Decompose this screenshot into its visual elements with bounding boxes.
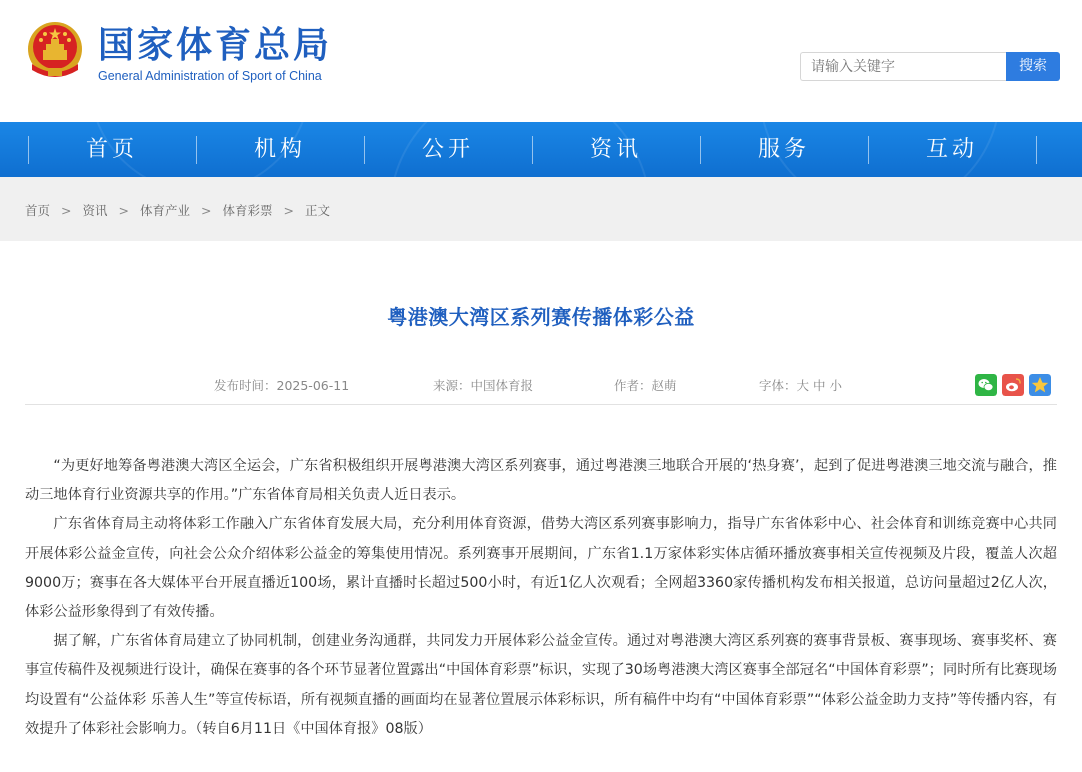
nav-item-disclosure[interactable]: 公开 <box>421 137 474 162</box>
article-paragraph: 据了解，广东省体育局建立了协同机制，创建业务沟通群，共同发力开展体彩公益金宣传。通过对粤港澳大湾区系列赛的赛事背景板、赛事现场、赛事奖杯、赛事宣传稿件及视频进行设计，确保在赛事的各个环节显著位置露出“中国体育彩票”标识，实现了30场粤港澳大湾区赛事全部冠名“中国体育彩票”；同时所有比赛现场均设置有“公益体彩 乐善人生”等宣传标语，所有视频直播的画面均在显著位置展示体彩标识，所有稿件中均有“中国体育彩票”“体彩公益金助力支持”等传播内容，有效提升了体彩社会影响力。（转自6月11日《中国体育报》08版） <box>25 633 1057 737</box>
breadcrumb-separator: > <box>61 203 72 218</box>
breadcrumb-home[interactable]: 首页 <box>25 203 51 218</box>
article-author: 作者：赵萌 <box>614 378 677 393</box>
meta-divider <box>25 404 1057 405</box>
article-paragraph: 广东省体育局主动将体彩工作融入广东省体育发展大局，充分利用体育资源，借势大湾区系列赛事影响力，指导广东省体彩中心、社会体育和训练竞赛中心共同开展体彩公益金宣传，向社会公众介绍体彩公益金的筹集使用情况。系列赛事开展期间，广东省1.1万家体彩实体店循环播放赛事相关宣传视频及片段，覆盖人次超9000万；赛事在各大媒体平台开展直播近100场，累计直播时长超过500小时，有近1亿人次观看；全网超3360家传播机构发布相关报道，总访问量超过2亿人次，体彩公益形象得到了有效传播。 <box>25 516 1057 621</box>
site-logo-title[interactable]: 国家体育总局 <box>98 25 333 66</box>
font-size-control <box>759 376 842 394</box>
breadcrumb <box>25 201 330 219</box>
font-size-label: 字体： <box>759 378 797 393</box>
breadcrumb-bar <box>0 177 1082 241</box>
nav-item-news[interactable]: 资讯 <box>589 137 642 162</box>
article-publish-time: 发布时间：2025-06-11 <box>214 378 350 393</box>
search-input[interactable] <box>800 52 1006 81</box>
breadcrumb-separator: > <box>283 203 294 218</box>
qzone-icon[interactable] <box>1029 374 1051 396</box>
breadcrumb-sports-industry[interactable]: 体育产业 <box>140 203 191 218</box>
font-size-small[interactable]: 小 <box>829 378 843 393</box>
font-size-medium[interactable]: 中 <box>813 378 826 393</box>
wechat-icon[interactable] <box>975 374 997 396</box>
breadcrumb-separator: > <box>118 203 129 218</box>
weibo-icon[interactable] <box>1002 374 1024 396</box>
article-source: 来源：中国体育报 <box>433 378 534 393</box>
breadcrumb-news[interactable]: 资讯 <box>82 203 108 218</box>
nav-item-interaction[interactable]: 互动 <box>925 137 978 162</box>
breadcrumb-separator: > <box>201 203 212 218</box>
font-size-large[interactable]: 大 <box>796 378 810 393</box>
article-title: 粤港澳大湾区系列赛传播体彩公益 <box>387 305 695 329</box>
site-header <box>0 0 1082 122</box>
search-button[interactable]: 搜索 <box>1006 52 1060 81</box>
nav-item-home[interactable]: 首页 <box>85 137 138 162</box>
site-logo-subtitle[interactable]: General Administration of Sport of China <box>98 69 322 83</box>
nav-item-organization[interactable]: 机构 <box>253 137 306 162</box>
breadcrumb-current: 正文 <box>305 203 331 218</box>
main-nav <box>0 122 1082 177</box>
nav-item-services[interactable]: 服务 <box>757 137 810 162</box>
national-emblem-icon[interactable] <box>24 20 86 82</box>
article-paragraph: “为更好地筹备粤港澳大湾区全运会，广东省积极组织开展粤港澳大湾区系列赛事，通过粤港澳三地联合开展的‘热身赛’，起到了促进粤港澳三地交流与融合，推动三地体育行业资源共享的作用。”广东省体育局相关负责人近日表示。 <box>25 458 1057 504</box>
article-body <box>25 452 1057 744</box>
nav-separator <box>1036 136 1037 164</box>
breadcrumb-sports-lottery[interactable]: 体育彩票 <box>222 203 273 218</box>
